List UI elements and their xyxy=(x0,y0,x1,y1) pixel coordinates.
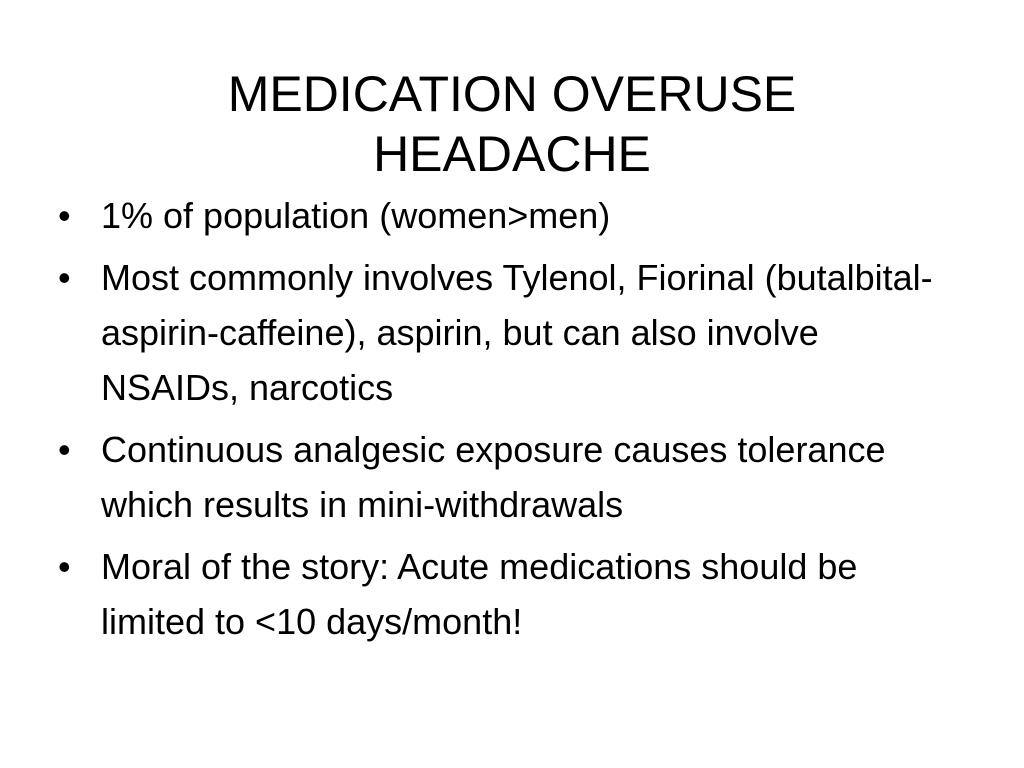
bullet-text: 1% of population (women>men) xyxy=(101,195,611,236)
bullet-dot-icon: • xyxy=(58,257,71,298)
bullet-dot-icon: • xyxy=(58,546,71,587)
slide-title-line: HEADACHE xyxy=(373,125,651,182)
bullet-text: Moral of the story: Acute medications should be limited to <10 days/month! xyxy=(101,546,858,642)
slide-title-line: MEDICATION OVERUSE xyxy=(227,65,797,122)
bullet-item xyxy=(58,188,958,243)
bullet-list xyxy=(58,188,958,656)
bullet-text: Continuous analgesic exposure causes tolerance which results in mini-withdrawals xyxy=(101,429,886,525)
slide-title xyxy=(0,64,1024,184)
bullet-text: Most commonly involves Tylenol, Fiorinal (butalbital-aspirin-caffeine), aspirin, but can also involve NSAIDs, narcotics xyxy=(101,257,933,408)
bullet-dot-icon: • xyxy=(58,429,71,470)
bullet-item xyxy=(58,422,958,532)
bullet-dot-icon: • xyxy=(58,195,71,236)
bullet-item xyxy=(58,250,958,415)
bullet-item xyxy=(58,539,958,649)
